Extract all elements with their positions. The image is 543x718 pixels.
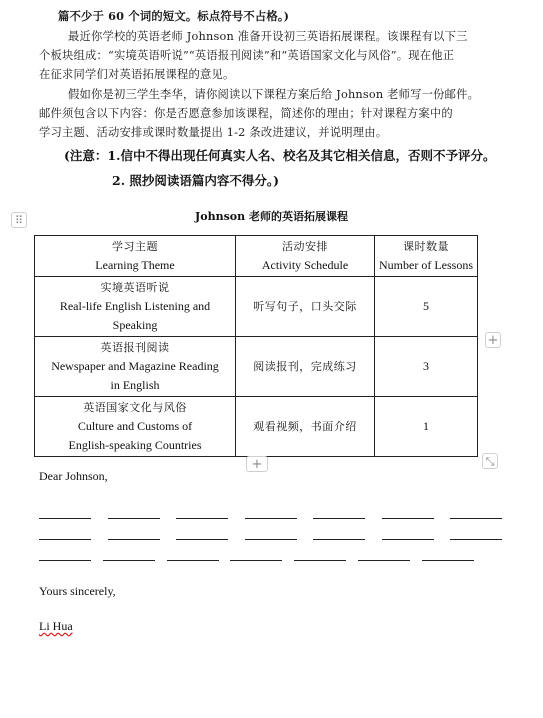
theme-en-line2: English-speaking Countries [68, 438, 202, 452]
blank [313, 517, 365, 519]
blank [382, 538, 434, 540]
header-theme-zh: 学习主题 [112, 240, 158, 253]
letter-greeting: Dear Johnson, [39, 469, 108, 483]
activity-cell: 阅读报刊，完成练习 [236, 337, 375, 397]
theme-zh: 实境英语听说 [100, 281, 170, 294]
grid-dots-icon: ⠿ [14, 214, 24, 227]
blank-line-2[interactable] [39, 538, 502, 540]
note-line-2: 2. 照抄阅读语篇内容不得分。) [112, 173, 280, 188]
blank [450, 538, 502, 540]
blank-line-3[interactable] [39, 559, 474, 561]
blank [39, 538, 91, 540]
blank [108, 538, 160, 540]
note-line-1: (注意：1.信中不得出现任何真实人名、校名及其它相关信息，否则不予评分。 [64, 148, 496, 163]
table-row [35, 337, 478, 397]
blank [245, 538, 297, 540]
theme-en-line1: Real-life English Listening and [59, 299, 211, 313]
blank [39, 517, 91, 519]
header-activity-en: Activity Schedule [261, 258, 349, 272]
letter-closing: Yours sincerely, [39, 584, 116, 598]
blank [230, 559, 282, 561]
theme-en-line2: in English [110, 378, 160, 392]
blank [245, 517, 297, 519]
blank [167, 559, 219, 561]
instruction-para1-line1: 最近你学校的英语老师 Johnson 准备开设初三英语拓展课程。该课程有以下三 [68, 30, 468, 43]
blank [39, 559, 91, 561]
header-lessons-zh: 课时数量 [403, 240, 449, 253]
header-theme-en: Learning Theme [95, 258, 175, 272]
table-resize-handle[interactable] [482, 453, 498, 469]
instruction-line-0: 篇不少于 60 个词的短文。标点符号不占格。) [58, 9, 290, 23]
theme-cell [35, 277, 236, 337]
theme-en-line1: Newspaper and Magazine Reading [51, 359, 219, 373]
blank [103, 559, 155, 561]
instruction-para1-line3: 在征求同学们对英语拓展课程的意见。 [39, 68, 235, 81]
lessons-cell: 3 [375, 337, 478, 397]
header-activity-zh: 活动安排 [282, 240, 328, 253]
add-column-button[interactable] [485, 332, 501, 348]
blank [108, 517, 160, 519]
resize-icon: ⤡ [485, 455, 495, 468]
blank [176, 538, 228, 540]
course-table [34, 235, 478, 457]
table-row [35, 277, 478, 337]
theme-zh: 英语报刊阅读 [100, 341, 170, 354]
blank [358, 559, 410, 561]
add-row-button[interactable] [246, 456, 268, 472]
instruction-para2-line3: 学习主题、活动安排或课时数量提出 1-2 条改进建议，并说明理由。 [39, 126, 388, 139]
plus-icon: + [487, 333, 499, 348]
activity-cell: 听写句子，口头交际 [236, 277, 375, 337]
plus-icon: + [251, 457, 263, 472]
theme-zh: 英语国家文化与风俗 [83, 401, 187, 414]
blank [382, 517, 434, 519]
theme-en-line2: Speaking [112, 318, 158, 332]
lessons-cell: 5 [375, 277, 478, 337]
header-number-of-lessons [375, 236, 478, 277]
blank [176, 517, 228, 519]
blank [450, 517, 502, 519]
header-activity-schedule [236, 236, 375, 277]
instruction-para2-line1: 假如你是初三学生李华，请你阅读以下课程方案后给 Johnson 老师写一份邮件。 [68, 88, 480, 101]
header-learning-theme [35, 236, 236, 277]
header-lessons-en: Number of Lessons [379, 258, 473, 272]
blank [294, 559, 346, 561]
instruction-para2-line2: 邮件须包含以下内容：你是否愿意参加该课程，简述你的理由；针对课程方案中的 [39, 107, 453, 120]
theme-cell [35, 397, 236, 457]
letter-signature: Li Hua [39, 619, 73, 633]
activity-cell: 观看视频，书面介绍 [236, 397, 375, 457]
blank [422, 559, 474, 561]
blank [313, 538, 365, 540]
instruction-para1-line2: 个板块组成：“实境英语听说”“英语报刊阅读”和“英语国家文化与风俗”。现在他正 [39, 49, 455, 62]
table-row [35, 397, 478, 457]
theme-en-line1: Culture and Customs of [77, 419, 193, 433]
table-title: Johnson 老师的英语拓展课程 [195, 210, 348, 223]
lessons-cell: 1 [375, 397, 478, 457]
table-header-row [35, 236, 478, 277]
blank-line-1[interactable] [39, 517, 502, 519]
theme-cell [35, 337, 236, 397]
